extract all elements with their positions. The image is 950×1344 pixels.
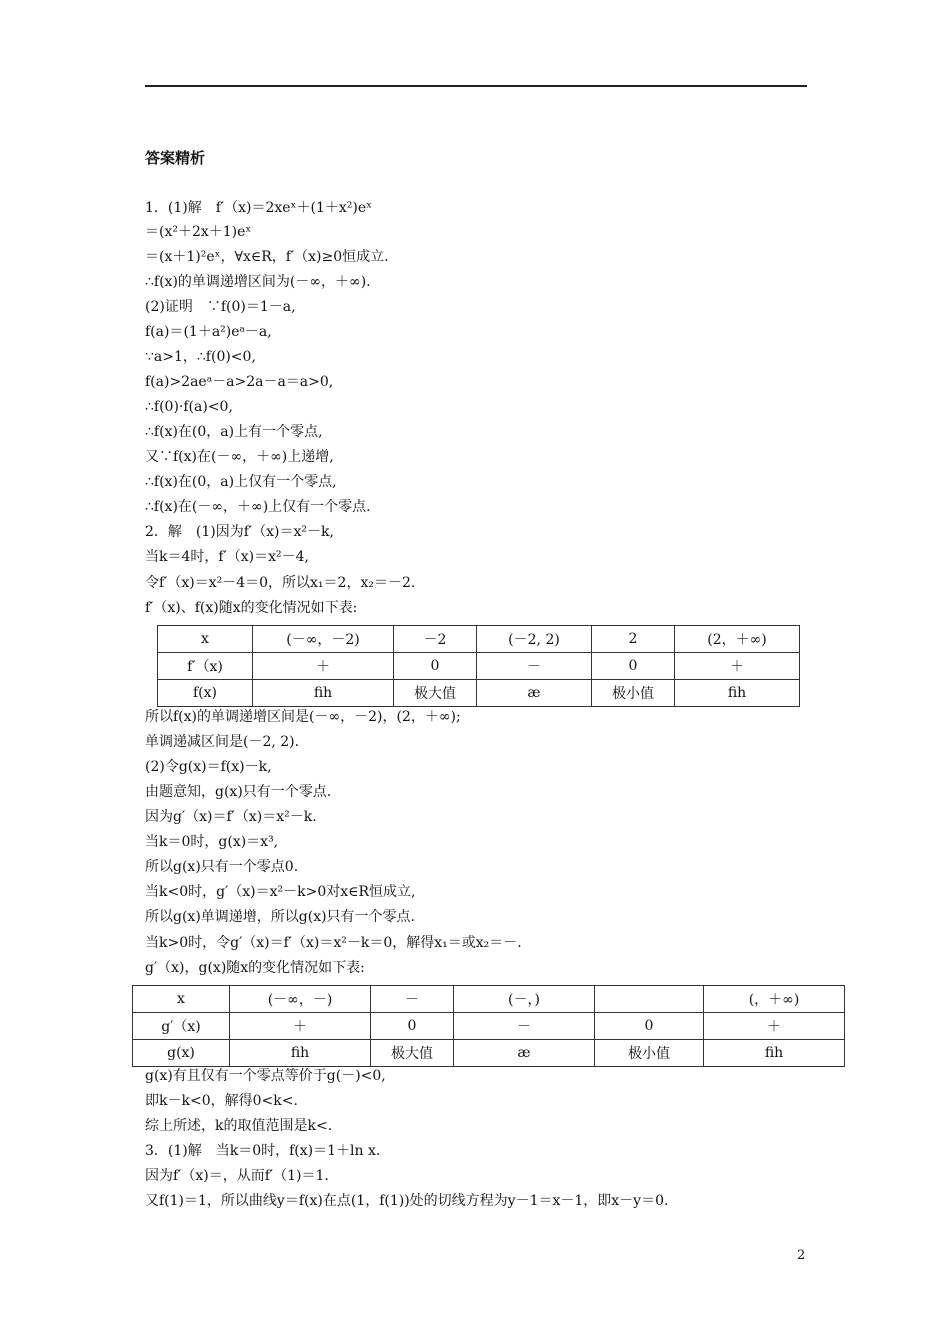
text-line: (2)令g(x)＝f(x)－k, (145, 759, 272, 775)
table-cell: ﬁh (230, 1040, 371, 1067)
text-line: 由题意知，g(x)只有一个零点. (145, 784, 332, 800)
text-line: ＝(x²＋2x＋1)eˣ (145, 224, 252, 240)
table-cell: －2 (394, 626, 477, 653)
text-line: 因为f′（x)＝，从而f′（1)＝1. (145, 1168, 329, 1184)
text-line: g(x)有且仅有一个零点等价于g(－)<0, (145, 1068, 386, 1084)
text-line: 当k＝0时，g(x)＝x³, (145, 834, 279, 850)
table-cell: 0 (394, 653, 477, 680)
page-number: 2 (797, 1248, 806, 1263)
table-cell: f(x) (158, 680, 253, 707)
table-cell: ＋ (675, 653, 800, 680)
text-line: ∴f(x)在(0，a)上仅有一个零点, (145, 474, 337, 490)
table-cell: ＋ (253, 653, 394, 680)
text-line: ∴f(x)在(0，a)上有一个零点, (145, 424, 323, 440)
table-cell: 极小值 (592, 680, 675, 707)
text-line: f′（x)、f(x)随x的变化情况如下表: (145, 600, 358, 616)
variation-table-g (132, 985, 845, 1067)
text-line: (2)证明 ∵f(0)＝1－a, (145, 299, 296, 315)
table-cell: g(x) (133, 1040, 230, 1067)
table-cell: æ (477, 680, 592, 707)
table-cell: 2 (592, 626, 675, 653)
table-row (133, 1040, 845, 1067)
table-row (158, 680, 800, 707)
text-line: 2．解 (1)因为f′（x)＝x²－k, (145, 524, 334, 540)
text-line: 综上所述，k的取值范围是k<. (145, 1118, 333, 1134)
table-row (158, 653, 800, 680)
table-row (133, 986, 845, 1013)
text-line: 单调递减区间是(－2, 2). (145, 734, 300, 750)
table-row (158, 626, 800, 653)
text-line: 因为g′（x)＝f′（x)＝x²－k. (145, 809, 317, 825)
variation-table-f (157, 625, 800, 707)
text-line: 所以g(x)单调递增，所以g(x)只有一个零点. (145, 909, 416, 925)
table-cell: － (477, 653, 592, 680)
text-line: 3．(1)解 当k＝0时，f(x)＝1＋ln x. (145, 1143, 381, 1159)
text-line: ＝(x＋1)²eˣ，∀x∈R，f′（x)≥0恒成立. (145, 249, 389, 265)
table-cell: x (158, 626, 253, 653)
table-cell: f′（x) (158, 653, 253, 680)
table-cell: 极大值 (394, 680, 477, 707)
text-line: 即k－k<0，解得0<k<. (145, 1093, 298, 1109)
table-cell: － (371, 986, 454, 1013)
text-line: g′（x)，g(x)随x的变化情况如下表: (145, 960, 365, 976)
table-cell: (－∞，－) (230, 986, 371, 1013)
table-cell: － (454, 1013, 595, 1040)
text-line: 当k<0时，g′（x)＝x²－k>0对x∈R恒成立, (145, 884, 416, 900)
text-line: ∴f(0)·f(a)<0, (145, 399, 233, 415)
table-row (133, 1013, 845, 1040)
text-line: 当k>0时，令g′（x)＝f′（x)＝x²－k＝0，解得x₁＝或x₂＝－. (145, 935, 522, 951)
table-cell: æ (454, 1040, 595, 1067)
text-line: 所以g(x)只有一个零点0. (145, 859, 299, 875)
table-cell: 极大值 (371, 1040, 454, 1067)
text-line: 所以f(x)的单调递增区间是(－∞，－2)，(2，＋∞); (145, 709, 461, 725)
text-line: 又∵f(x)在(－∞，＋∞)上递增, (145, 449, 334, 465)
table-cell: 0 (371, 1013, 454, 1040)
text-line: 当k＝4时，f′（x)＝x²－4, (145, 549, 309, 565)
table-cell: (－，) (454, 986, 595, 1013)
table-cell: ﬁh (704, 1040, 845, 1067)
table-cell: (－2, 2) (477, 626, 592, 653)
table-cell: (2，＋∞) (675, 626, 800, 653)
table-cell: x (133, 986, 230, 1013)
table-cell: ﬁh (675, 680, 800, 707)
text-line: f(a)>2aeᵃ－a>2a－a＝a>0, (145, 374, 334, 390)
table-cell (595, 986, 704, 1013)
table-cell: ＋ (230, 1013, 371, 1040)
table-cell: (，＋∞) (704, 986, 845, 1013)
text-line: ∴f(x)在(－∞，＋∞)上仅有一个零点. (145, 499, 371, 515)
table-cell: g′（x) (133, 1013, 230, 1040)
table-cell: 0 (592, 653, 675, 680)
text-line: 1．(1)解 f′（x)＝2xeˣ＋(1＋x²)eˣ (145, 200, 373, 216)
text-line: 又f(1)＝1，所以曲线y＝f(x)在点(1，f(1))处的切线方程为y－1＝x－1，即x－y＝0. (145, 1193, 669, 1209)
table-cell: ＋ (704, 1013, 845, 1040)
text-line: ∵a>1，∴f(0)<0, (145, 349, 256, 365)
text-line: 令f′（x)＝x²－4＝0，所以x₁＝2，x₂＝－2. (145, 575, 416, 591)
table-cell: (－∞，－2) (253, 626, 394, 653)
table-cell: 0 (595, 1013, 704, 1040)
header-rule (145, 85, 807, 87)
text-line: ∴f(x)的单调递增区间为(－∞，＋∞). (145, 274, 371, 290)
table-cell: ﬁh (253, 680, 394, 707)
text-line: f(a)＝(1＋a²)eᵃ－a, (145, 324, 272, 340)
section-heading: 答案精析 (145, 149, 206, 167)
table-cell: 极小值 (595, 1040, 704, 1067)
